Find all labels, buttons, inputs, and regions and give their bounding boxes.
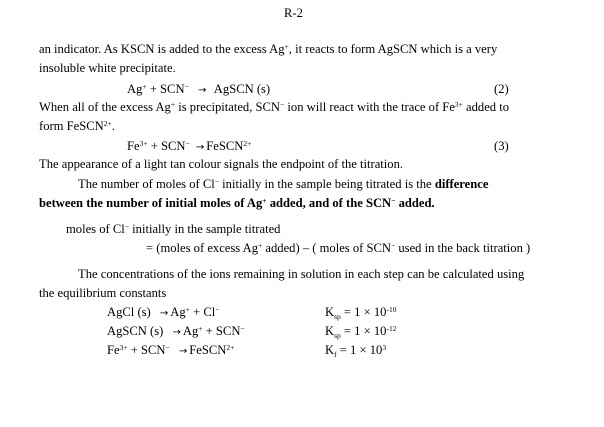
reaction-arrow-icon: → <box>195 142 205 153</box>
text-run: When all of the excess Ag <box>39 100 171 114</box>
charge: − <box>124 221 130 231</box>
charge: + <box>142 81 147 91</box>
reaction-arrow-icon: → <box>172 327 181 338</box>
text-run: = (moles of excess Ag <box>146 241 259 255</box>
eq-species: Ag <box>127 82 143 96</box>
text-run: The number of moles of Cl <box>78 177 215 191</box>
kf-fescn <box>325 344 386 357</box>
ksp-agcl <box>325 306 396 319</box>
paragraph-4-line-1 <box>78 178 488 191</box>
eq-species: + SCN <box>146 82 185 96</box>
reaction-arrow-icon: → <box>178 346 188 357</box>
eq-species: Fe <box>127 139 140 153</box>
text-run: , it reacts to form AgSCN which is a very <box>288 42 498 56</box>
charge: + <box>170 99 176 109</box>
eq-species: + SCN <box>147 139 186 153</box>
charge: 2+ <box>103 118 112 128</box>
reaction-arrow-icon: → <box>159 308 169 319</box>
emphasis <box>39 196 435 210</box>
equilibrium-fescn <box>107 344 234 357</box>
paragraph-1-line-1 <box>39 43 497 56</box>
charge: 3+ <box>454 99 463 109</box>
charge: + <box>185 304 190 314</box>
paragraph-5-line-1: The concentrations of the ions remaining in solution in each step can be calculated using <box>78 267 525 281</box>
text-run: between the number of initial moles of Ag <box>39 196 263 210</box>
charge: − <box>165 342 170 352</box>
text-run: . <box>111 119 115 133</box>
charge: − <box>390 240 396 250</box>
text-run: moles of Cl <box>66 222 125 236</box>
eq-species: + Cl <box>189 305 216 319</box>
charge: 3+ <box>139 138 148 148</box>
k-value: = 1 × 10 <box>340 324 387 338</box>
ksp-agscn <box>325 325 396 338</box>
eq-species: + SCN <box>202 324 241 338</box>
text-run: form FeSCN <box>39 119 104 133</box>
text-run: added) – ( moles of SCN <box>262 241 391 255</box>
eq-species: FeSCN <box>189 343 227 357</box>
charge: 2+ <box>243 138 252 148</box>
text-run: added to <box>462 100 510 114</box>
page-label: R-2 <box>284 6 303 20</box>
equation-2-number: (2) <box>494 82 509 96</box>
charge: − <box>280 99 285 109</box>
k-symbol: K <box>325 324 335 338</box>
charge: + <box>284 41 289 51</box>
paragraph-1-line-2: insoluble white precipitate. <box>39 61 176 75</box>
equilibrium-agscn <box>107 325 245 338</box>
reaction-arrow-icon: → <box>197 85 207 96</box>
moles-statement-line-2 <box>146 242 530 255</box>
k-value: = 1 × 10 <box>336 343 383 357</box>
k-symbol: K <box>325 305 335 319</box>
eq-species: AgCl (s) <box>107 305 151 319</box>
eq-species: Fe <box>107 343 120 357</box>
text-run: initially in the sample being titrated is the <box>219 177 435 191</box>
moles-statement-line-1 <box>66 223 280 236</box>
text-run: added. <box>395 196 435 210</box>
charge: − <box>214 176 219 186</box>
k-symbol: K <box>325 343 335 357</box>
k-subscript: sp <box>334 330 341 340</box>
k-exponent: 3 <box>382 342 387 352</box>
eq-species: AgSCN (s) <box>107 324 164 338</box>
text-run: an indicator. As KSCN is added to the excess Ag <box>39 42 285 56</box>
charge: − <box>215 304 220 314</box>
eq-product: FeSCN <box>206 139 244 153</box>
equation-3 <box>127 140 251 153</box>
eq-product: AgSCN (s) <box>213 82 271 96</box>
text-run: added, and of the SCN <box>266 196 392 210</box>
k-subscript: sp <box>334 311 341 321</box>
text-run: is precipitated, SCN <box>175 100 281 114</box>
paragraph-2-line-2 <box>39 120 115 133</box>
eq-species: Ag <box>170 305 186 319</box>
paragraph-4-line-2 <box>39 197 435 210</box>
emphasis: difference <box>434 177 489 191</box>
charge: + <box>198 323 203 333</box>
charge: + <box>262 195 267 205</box>
equation-2 <box>127 83 270 96</box>
text-run: used in the back titration ) <box>395 241 531 255</box>
charge: 2+ <box>226 342 235 352</box>
equation-3-number: (3) <box>494 139 509 153</box>
paragraph-5-line-2: the equilibrium constants <box>39 286 167 300</box>
charge: − <box>391 195 396 205</box>
k-exponent: -10 <box>386 304 397 314</box>
text-run: initially in the sample titrated <box>129 222 281 236</box>
k-exponent: -12 <box>386 323 397 333</box>
charge: − <box>240 323 245 333</box>
charge: − <box>185 138 190 148</box>
eq-species: + SCN <box>127 343 166 357</box>
k-value: = 1 × 10 <box>340 305 387 319</box>
charge: 3+ <box>119 342 128 352</box>
charge: − <box>184 81 189 91</box>
equilibrium-agcl <box>107 306 219 319</box>
eq-species: Ag <box>182 324 199 338</box>
paragraph-3: The appearance of a light tan colour signals the endpoint of the titration. <box>39 157 404 171</box>
paragraph-2-line-1 <box>39 101 509 114</box>
charge: + <box>258 240 263 250</box>
k-subscript: f <box>334 349 337 359</box>
text-run: ion will react with the trace of Fe <box>284 100 455 114</box>
